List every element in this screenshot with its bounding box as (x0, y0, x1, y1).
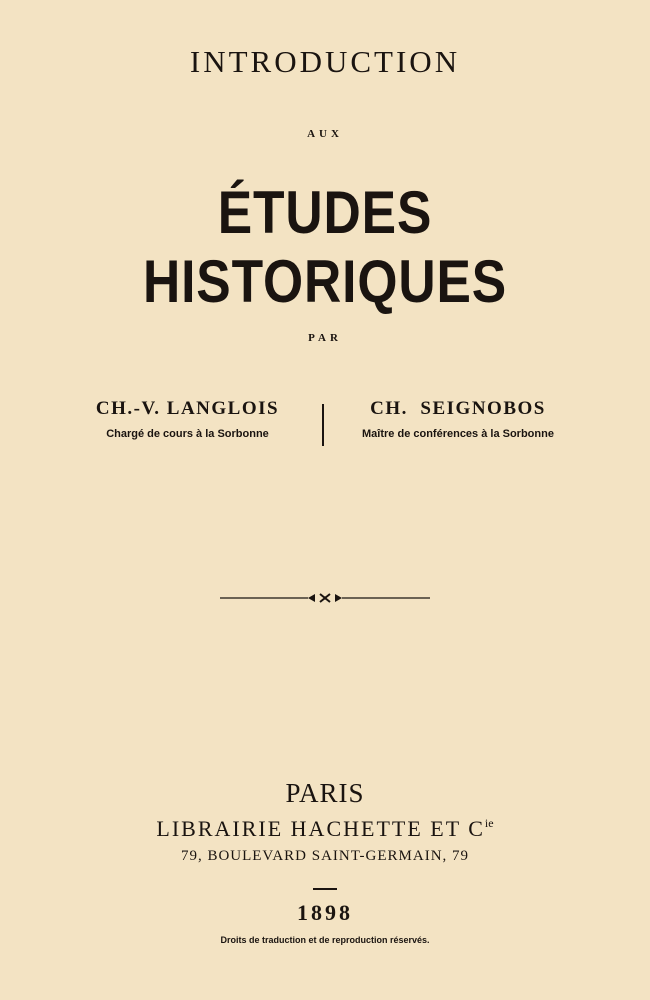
author-seignobos (333, 398, 583, 440)
author-name: CH. SEIGNOBOS (370, 398, 546, 419)
imprint-address: 79, BOULEVARD SAINT-GERMAIN, 79 (180, 848, 470, 864)
publisher-superscript: ie (484, 816, 494, 830)
imprint-year: 1898 (297, 900, 353, 925)
ornament-divider-icon (220, 591, 430, 605)
title-line-introduction: INTRODUCTION (189, 44, 461, 79)
imprint-publisher (0, 816, 650, 842)
publisher-name: LIBRAIRIE HACHETTE ET C (156, 816, 485, 841)
author-name: CH.-V. LANGLOIS (95, 398, 280, 419)
author-role: Maître de conférences à la Sorbonne (362, 428, 554, 440)
imprint-dash (313, 888, 337, 890)
author-divider (322, 404, 324, 446)
rights-notice: Droits de traduction et de reproduction réservés. (220, 935, 430, 945)
by-word: PAR (308, 332, 342, 344)
authors-block (0, 398, 650, 458)
title-word-aux: AUX (307, 128, 343, 140)
author-langlois (60, 398, 315, 440)
main-title: ÉTUDES HISTORIQUES (142, 179, 508, 315)
imprint-city: PARIS (285, 778, 365, 808)
author-role: Chargé de cours à la Sorbonne (106, 428, 269, 440)
